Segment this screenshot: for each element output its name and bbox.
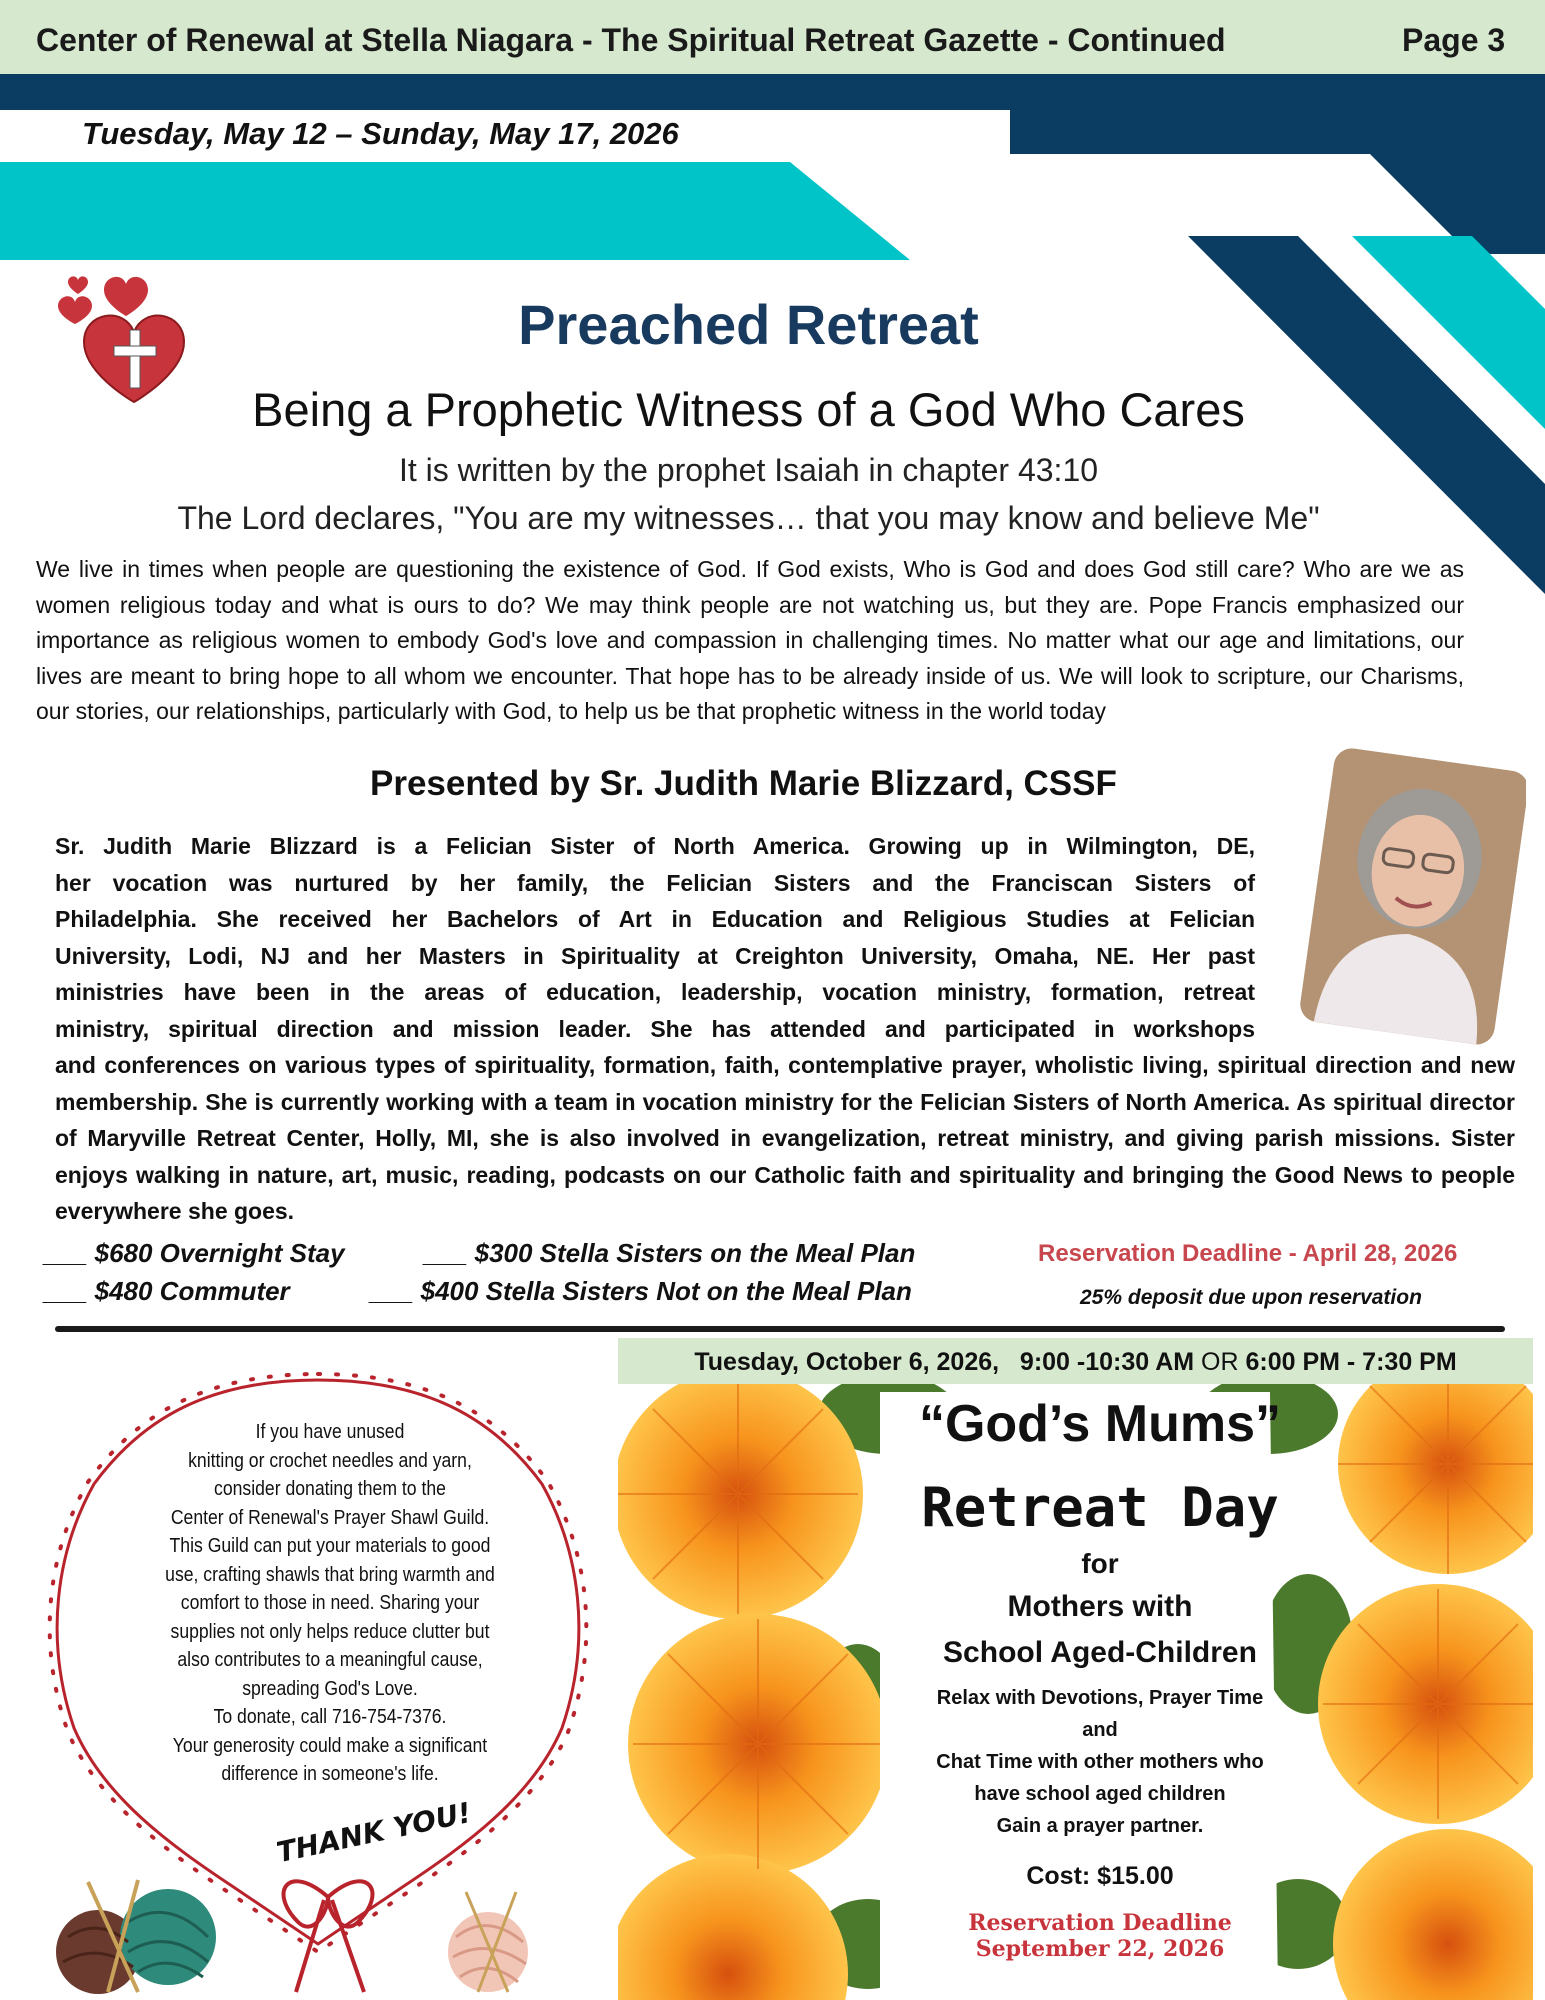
- retreat-date-range: Tuesday, May 12 – Sunday, May 17, 2026: [82, 116, 679, 151]
- scripture-reference: It is written by the prophet Isaiah in chapter 43:10: [398, 452, 1099, 488]
- deposit-note: 25% deposit due upon reservation: [1080, 1286, 1422, 1309]
- presenter-bio: [55, 828, 1515, 1230]
- mums-audience-line-2: School Aged-Children: [943, 1636, 1257, 1669]
- donation-line: This Guild can put your materials to good: [169, 1535, 491, 1557]
- donation-line: spreading God's Love.: [242, 1677, 418, 1700]
- donation-line: knitting or crochet needles and yarn,: [188, 1449, 472, 1472]
- mums-title-line-2: Retreat Day: [921, 1476, 1279, 1539]
- bio-line: ministry, spiritual direction and mission leader. She has attended and participated in workshops: [55, 1015, 1255, 1042]
- mums-detail-line: Chat Time with other mothers who: [936, 1751, 1264, 1773]
- mums-for: for: [1081, 1548, 1119, 1579]
- mums-date: Tuesday, October 6, 2026,: [694, 1348, 1000, 1376]
- header-title: Center of Renewal at Stella Niagara - The Spiritual Retreat Gazette - Continued: [36, 22, 1226, 58]
- mums-title-line-1: “God’s Mums”: [918, 1395, 1282, 1453]
- mums-time-evening: 6:00 PM - 7:30 PM: [1245, 1348, 1457, 1376]
- price-meal-plan: ___ $300 Stella Sisters on the Meal Plan: [424, 1238, 916, 1268]
- bio-line: her vocation was nurtured by her family, the Felician Sisters and the Franciscan Sisters of: [55, 869, 1255, 896]
- donation-line: use, crafting shawls that bring warmth and: [165, 1563, 495, 1586]
- donation-line: If you have unused: [255, 1421, 405, 1443]
- bio-line: University, Lodi, NJ and her Masters in Spirituality at Creighton University, Omaha, NE. Her past: [55, 942, 1255, 969]
- mums-time-morning: 9:00 -10:30 AM: [1019, 1348, 1195, 1376]
- bio-paragraph: and conferences on various types of spirituality, formation, faith, contemplative prayer, wholistic living, spiritual direction and new membership. She is currently working with a team in vocation ministry for the Felician Sisters of North America. As spiritual director of Maryville Retreat Center, Holly, MI, she is also involved in evangelization, retreat ministry, and giving parish missions. Sister enjoys walking in nature, art, music, reading, podcasts on our Catholic faith and spirituality and bringing the Good News to people everywhere she goes.: [55, 1052, 1515, 1224]
- bio-line: Philadelphia. She received her Bachelors of Art in Education and Religious Studies at Felician: [55, 906, 1255, 932]
- mums-cost: Cost: $15.00: [1026, 1862, 1174, 1890]
- mums-audience-line-1: Mothers with: [1007, 1590, 1193, 1623]
- reservation-deadline: Reservation Deadline - April 28, 2026: [1038, 1240, 1458, 1267]
- donation-line: Center of Renewal's Prayer Shawl Guild.: [170, 1506, 490, 1529]
- donation-line: supplies not only helps reduce clutter but: [170, 1620, 490, 1643]
- bio-line: ministries have been in the areas of education, leadership, vocation ministry, formation, retreat: [55, 979, 1255, 1005]
- mums-detail-line: and: [1082, 1719, 1118, 1741]
- price-no-meal-plan: ___ $400 Stella Sisters Not on the Meal Plan: [370, 1276, 912, 1306]
- donation-line: consider donating them to the: [214, 1478, 446, 1500]
- page-number: Page 3: [1402, 22, 1506, 58]
- mums-deadline: [880, 1910, 1320, 1962]
- donation-text: [154, 1418, 506, 1789]
- donation-line: Your generosity could make a significant: [172, 1734, 488, 1757]
- section-divider: [55, 1326, 1505, 1332]
- price-overnight: ___ $680 Overnight Stay: [44, 1238, 345, 1268]
- bio-line: Sr. Judith Marie Blizzard is a Felician Sister of North America. Growing up in Wilmington, DE,: [55, 833, 1255, 859]
- mums-or: OR: [1201, 1348, 1239, 1376]
- donation-phone: To donate, call 716-754-7376.: [213, 1706, 447, 1728]
- mums-deadline-label: Reservation Deadline: [968, 1910, 1232, 1936]
- retreat-description: We live in times when people are questioning the existence of God. If God exists, Who is God and does God still care? Who are we as women religious today and what is ours to do? We may think people are not watching us, but they are. Pope Francis emphasized our importance as religious women to embody God's love and compassion in challenging times. No matter what our age and limitations, our lives are meant to bring hope to all whom we encounter. That hope has to be already inside of us. We will look to scripture, our Charisms, our stories, our relationships, particularly with God, to help us be that prophetic witness in the world today: [36, 556, 1464, 724]
- retreat-type-heading: Preached Retreat: [518, 293, 979, 356]
- mums-detail-line: Gain a prayer partner.: [996, 1815, 1204, 1837]
- mums-deadline-date: September 22, 2026: [975, 1936, 1225, 1962]
- donation-line: also contributes to a meaningful cause,: [177, 1649, 483, 1671]
- mums-date-time: [618, 1348, 1533, 1377]
- price-commuter: ___ $480 Commuter: [44, 1276, 290, 1306]
- mums-detail-line: Relax with Devotions, Prayer Time: [936, 1687, 1264, 1709]
- presenter-heading: Presented by Sr. Judith Marie Blizzard, CSSF: [370, 764, 1117, 803]
- thank-you-text: THANK YOU!: [273, 1795, 474, 1870]
- mums-details: [880, 1682, 1320, 1842]
- scripture-quote: The Lord declares, "You are my witnesses… that you may know and believe Me": [177, 500, 1320, 536]
- retreat-title: Being a Prophetic Witness of a God Who Cares: [252, 383, 1245, 436]
- yarn-ball-icon: [56, 1889, 528, 1994]
- mums-detail-line: have school aged children: [974, 1783, 1226, 1805]
- donation-line: difference in someone's life.: [221, 1763, 439, 1785]
- donation-line: comfort to those in need. Sharing your: [180, 1592, 480, 1614]
